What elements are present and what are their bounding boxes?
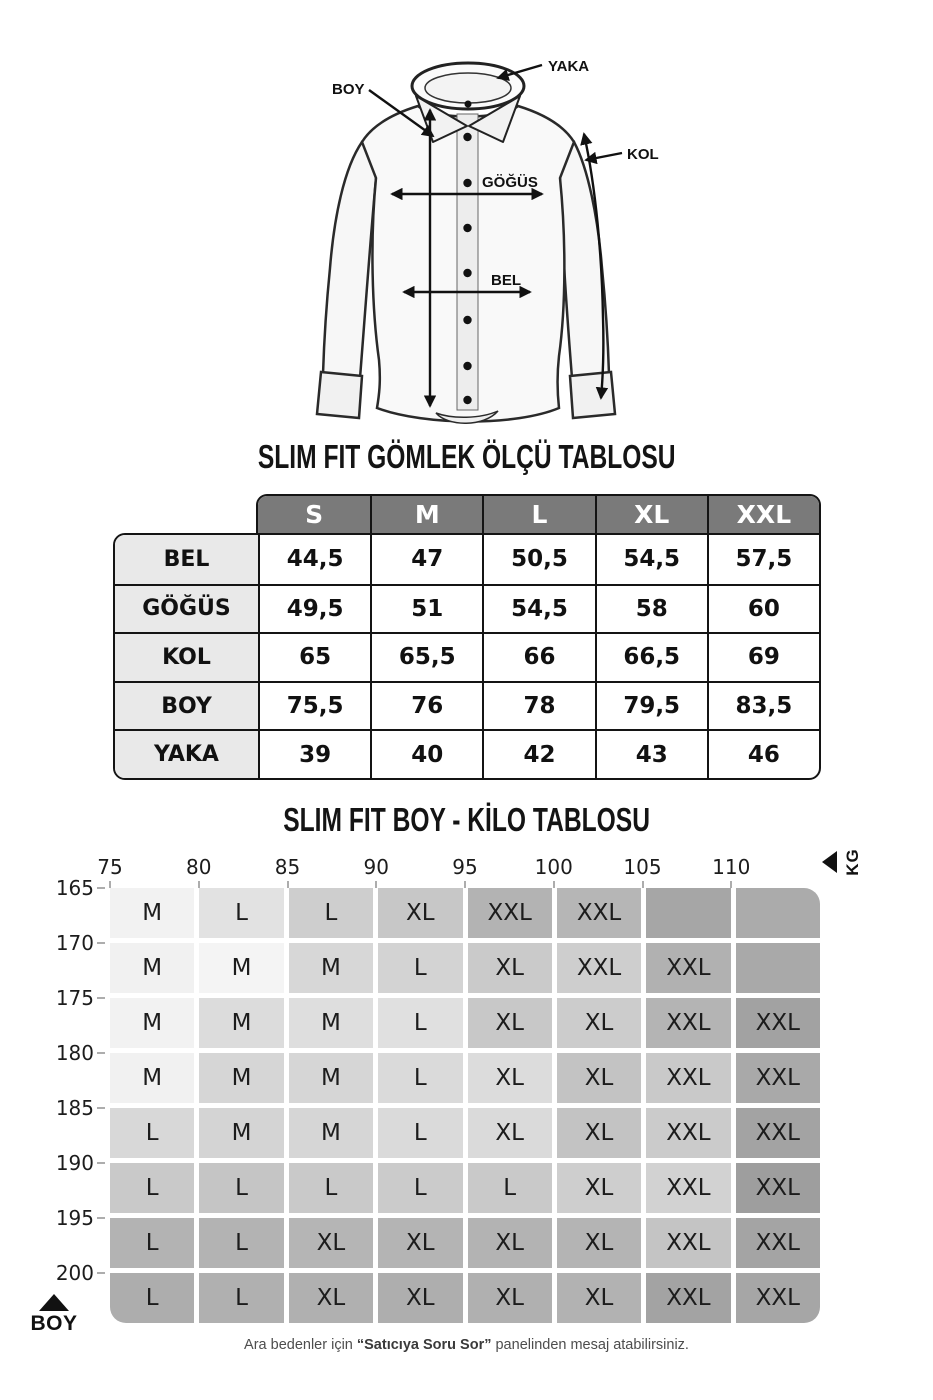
heatmap-cell: M — [199, 1108, 283, 1158]
boy-tick-mark — [97, 942, 105, 944]
kol-label: KOL — [627, 146, 659, 163]
shirt-diagram — [186, 28, 746, 458]
heatmap-cell: XL — [289, 1273, 373, 1323]
size-row-label: BEL — [115, 535, 258, 584]
kg-tick-label: 75 — [97, 855, 123, 879]
weight-table — [30, 876, 820, 1335]
heatmap-cell: XL — [468, 1273, 552, 1323]
size-value-cell: 54,5 — [482, 584, 594, 633]
boy-axis-label: BOY — [22, 1294, 86, 1336]
boy-tick-label: 190 — [55, 1151, 94, 1175]
kg-axis — [97, 848, 862, 888]
size-value-cell: 47 — [370, 535, 482, 584]
boy-tick-mark — [97, 1107, 105, 1109]
heatmap-cell: XL — [378, 1273, 462, 1323]
boy-tick-label: 200 — [55, 1261, 94, 1285]
size-value-cell: 76 — [370, 681, 482, 730]
heatmap-cell: M — [199, 998, 283, 1048]
kg-tick-label: 90 — [363, 855, 389, 879]
heatmap-cell: XXL — [557, 888, 641, 938]
heatmap-cell: XL — [289, 1218, 373, 1268]
kg-tick-label: 100 — [534, 855, 573, 879]
boy-tick-mark — [97, 1272, 105, 1274]
kg-tick-mark — [730, 881, 732, 888]
size-value-cell: 65 — [258, 632, 370, 681]
boy-tick-label: 170 — [55, 931, 94, 955]
size-row-label: BOY — [115, 681, 258, 730]
heatmap-cell: M — [110, 943, 194, 993]
boy-label: BOY — [332, 81, 365, 98]
footer-prefix: Ara bedenler için — [244, 1337, 357, 1353]
size-value-cell: 40 — [370, 729, 482, 778]
heatmap-cell: XXL — [736, 1218, 820, 1268]
boy-tick-mark — [97, 1217, 105, 1219]
heatmap-cell: XXL — [646, 1163, 730, 1213]
heatmap-cell: XXL — [736, 998, 820, 1048]
size-value-cell: 42 — [482, 729, 594, 778]
heatmap-cell: M — [199, 943, 283, 993]
boy-tick-label: 185 — [55, 1096, 94, 1120]
size-col-header: L — [482, 496, 594, 533]
size-value-cell: 49,5 — [258, 584, 370, 633]
size-value-cell: 39 — [258, 729, 370, 778]
size-value-cell: 66,5 — [595, 632, 707, 681]
kg-tick-mark — [642, 881, 644, 888]
size-row-label: KOL — [115, 632, 258, 681]
kg-tick-mark — [464, 881, 466, 888]
heatmap-cell: XL — [557, 1218, 641, 1268]
bel-label: BEL — [491, 272, 521, 289]
heatmap-cell: XL — [468, 943, 552, 993]
size-value-cell: 44,5 — [258, 535, 370, 584]
heatmap-cell: XXL — [736, 1163, 820, 1213]
heatmap-cell: M — [289, 943, 373, 993]
heatmap-cell: XXL — [557, 943, 641, 993]
heatmap-cell: XXL — [736, 1273, 820, 1323]
heatmap-cell: XXL — [646, 943, 730, 993]
size-table-body — [113, 533, 821, 780]
heatmap-cell: L — [378, 998, 462, 1048]
heatmap-cell: XXL — [646, 1218, 730, 1268]
footer-suffix: panelinden mesaj atabilirsiniz. — [491, 1337, 689, 1353]
heatmap-cell: L — [199, 1218, 283, 1268]
kg-tick-mark — [109, 881, 111, 888]
heatmap-cell: L — [199, 1273, 283, 1323]
heatmap-cell: L — [378, 1108, 462, 1158]
heatmap-cell: XL — [557, 1108, 641, 1158]
heatmap-cell: XL — [468, 1108, 552, 1158]
size-value-cell: 69 — [707, 632, 819, 681]
heatmap-cell: M — [110, 1053, 194, 1103]
heatmap-cell: L — [289, 1163, 373, 1213]
heatmap-cell: M — [110, 998, 194, 1048]
heatmap-cell: XXL — [736, 1053, 820, 1103]
boy-tick-label: 180 — [55, 1041, 94, 1065]
heatmap-cell: L — [199, 1163, 283, 1213]
yaka-label: YAKA — [548, 58, 590, 75]
heatmap-cell: XXL — [736, 1108, 820, 1158]
kg-tick-mark — [287, 881, 289, 888]
kg-tick-mark — [553, 881, 555, 888]
kg-tick-label: 85 — [274, 855, 301, 879]
heatmap-cell: XL — [468, 1053, 552, 1103]
heatmap-cell: L — [199, 888, 283, 938]
kg-tick-mark — [198, 881, 200, 888]
heatmap-cell: M — [199, 1053, 283, 1103]
kg-arrow-icon — [822, 851, 837, 873]
kg-tick-label: 110 — [712, 855, 751, 879]
size-col-header: XXL — [707, 496, 819, 533]
size-col-header: M — [370, 496, 482, 533]
size-value-cell: 51 — [370, 584, 482, 633]
heatmap-cell: XL — [468, 1218, 552, 1268]
heatmap-cell: L — [289, 888, 373, 938]
size-table-header — [256, 494, 821, 533]
heatmap-cell: XXL — [646, 1108, 730, 1158]
size-value-cell: 54,5 — [595, 535, 707, 584]
kg-tick-label: 105 — [623, 855, 662, 879]
boy-tick-mark — [97, 997, 105, 999]
heatmap-cell: L — [378, 1053, 462, 1103]
size-value-cell: 43 — [595, 729, 707, 778]
size-value-cell: 57,5 — [707, 535, 819, 584]
size-value-cell: 46 — [707, 729, 819, 778]
heatmap-cell: XXL — [646, 998, 730, 1048]
kg-tick-mark — [375, 881, 377, 888]
heatmap-cell: L — [468, 1163, 552, 1213]
size-row-label: YAKA — [115, 729, 258, 778]
kg-tick-label: 80 — [186, 855, 212, 879]
heatmap-cell: L — [110, 1108, 194, 1158]
size-col-header: XL — [595, 496, 707, 533]
heatmap-cell: L — [110, 1163, 194, 1213]
size-value-cell: 66 — [482, 632, 594, 681]
weight-table-grid — [110, 888, 820, 1323]
heatmap-cell: XXL — [468, 888, 552, 938]
gogus-label: GÖĞÜS — [482, 174, 538, 191]
heatmap-cell: XXL — [646, 1273, 730, 1323]
heatmap-cell: L — [378, 1163, 462, 1213]
boy-tick-mark — [97, 1052, 105, 1054]
size-value-cell: 50,5 — [482, 535, 594, 584]
kg-tick — [712, 852, 820, 888]
size-row-label: GÖĞÜS — [115, 584, 258, 633]
kg-axis-label: KG — [822, 851, 867, 873]
boy-tick-label: 195 — [55, 1206, 94, 1230]
heatmap-cell: XL — [557, 1163, 641, 1213]
right-cuff — [570, 372, 615, 418]
heatmap-cell: L — [110, 1273, 194, 1323]
heatmap-cell — [736, 888, 820, 938]
heatmap-cell — [646, 888, 730, 938]
boy-tick-label: 175 — [55, 986, 94, 1010]
heatmap-cell: L — [378, 943, 462, 993]
heatmap-cell: M — [289, 998, 373, 1048]
heatmap-cell — [736, 943, 820, 993]
heatmap-cell: XL — [557, 998, 641, 1048]
size-value-cell: 65,5 — [370, 632, 482, 681]
heatmap-cell: XL — [557, 1273, 641, 1323]
boy-tick-mark — [97, 887, 105, 889]
footer-bold: “Satıcıya Soru Sor” — [356, 1337, 492, 1353]
heatmap-cell: L — [110, 1218, 194, 1268]
heatmap-cell: M — [289, 1108, 373, 1158]
heatmap-cell: XL — [468, 998, 552, 1048]
heatmap-cell: M — [110, 888, 194, 938]
kg-tick-label: 95 — [452, 855, 478, 879]
size-value-cell: 79,5 — [595, 681, 707, 730]
weight-table-title: SLIM FIT BOY - KİLO TABLOSU — [283, 801, 650, 839]
heatmap-cell: XL — [378, 1218, 462, 1268]
heatmap-cell: XL — [557, 1053, 641, 1103]
left-cuff — [317, 372, 362, 418]
size-value-cell: 75,5 — [258, 681, 370, 730]
size-value-cell: 60 — [707, 584, 819, 633]
boy-arrow-icon — [39, 1294, 69, 1311]
size-value-cell: 58 — [595, 584, 707, 633]
boy-tick-label: 165 — [55, 876, 94, 900]
heatmap-cell: XL — [378, 888, 462, 938]
heatmap-cell: XXL — [646, 1053, 730, 1103]
footer-note — [0, 1337, 933, 1353]
size-col-header: S — [258, 496, 370, 533]
size-table-title: SLIM FIT GÖMLEK ÖLÇÜ TABLOSU — [257, 438, 676, 476]
size-value-cell: 78 — [482, 681, 594, 730]
heatmap-cell: M — [289, 1053, 373, 1103]
kol-leader-line — [586, 153, 622, 160]
boy-tick-mark — [97, 1162, 105, 1164]
size-value-cell: 83,5 — [707, 681, 819, 730]
